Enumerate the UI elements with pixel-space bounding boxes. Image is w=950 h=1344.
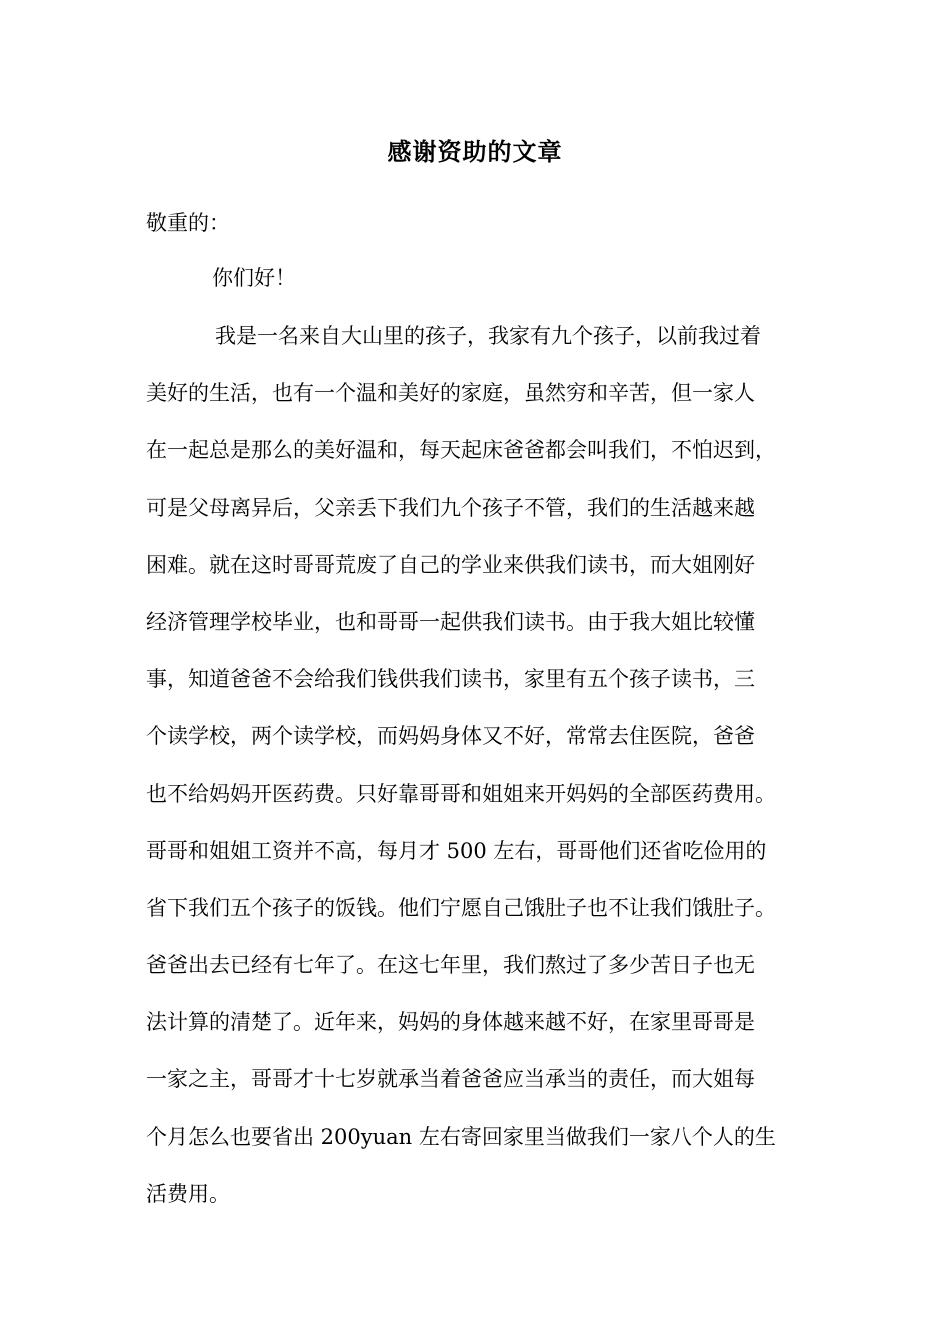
paragraph-line: 事，知道爸爸不会给我们钱供我们读书，家里有五个孩子读书，三 xyxy=(146,667,755,692)
paragraph-line: 活费用。 xyxy=(146,1181,230,1206)
paragraph-line: 经济管理学校毕业，也和哥哥一起供我们读书。由于我大姐比较懂 xyxy=(146,609,755,634)
paragraph-line: 哥哥和姐姐工资并不高，每月才 500 左右，哥哥他们还省吃俭用的 xyxy=(146,838,767,863)
greeting: 你们好！ xyxy=(212,266,296,290)
body-paragraph xyxy=(146,308,826,1223)
paragraph-line: 个读学校，两个读学校，而妈妈身体又不好，常常去住医院，爸爸 xyxy=(146,724,755,749)
paragraph-line: 法计算的清楚了。近年来，妈妈的身体越来越不好，在家里哥哥是 xyxy=(146,1010,755,1035)
salutation: 敬重的： xyxy=(146,211,230,235)
document-title: 感谢资助的文章 xyxy=(387,138,563,166)
paragraph-line: 一家之主，哥哥才十七岁就承当着爸爸应当承当的责任，而大姐每 xyxy=(146,1067,755,1092)
paragraph-line: 爸爸出去已经有七年了。在这七年里，我们熬过了多少苦日子也无 xyxy=(146,953,755,978)
paragraph-line: 美好的生活，也有一个温和美好的家庭，虽然穷和辛苦，但一家人 xyxy=(146,381,755,406)
paragraph-line: 也不给妈妈开医药费。只好靠哥哥和姐姐来开妈妈的全部医药费用。 xyxy=(146,781,776,806)
paragraph-line: 省下我们五个孩子的饭钱。他们宁愿自己饿肚子也不让我们饿肚子。 xyxy=(146,895,776,920)
paragraph-line: 个月怎么也要省出 200yuan 左右寄回家里当做我们一家八个人的生 xyxy=(146,1124,776,1149)
paragraph-line: 可是父母离异后，父亲丢下我们九个孩子不管，我们的生活越来越 xyxy=(146,495,755,520)
paragraph-line: 在一起总是那么的美好温和，每天起床爸爸都会叫我们，不怕迟到， xyxy=(146,438,776,463)
paragraph-line: 困难。就在这时哥哥荒废了自己的学业来供我们读书，而大姐刚好 xyxy=(146,552,755,577)
paragraph-line: 我是一名来自大山里的孩子，我家有九个孩子，以前我过着 xyxy=(215,324,761,348)
